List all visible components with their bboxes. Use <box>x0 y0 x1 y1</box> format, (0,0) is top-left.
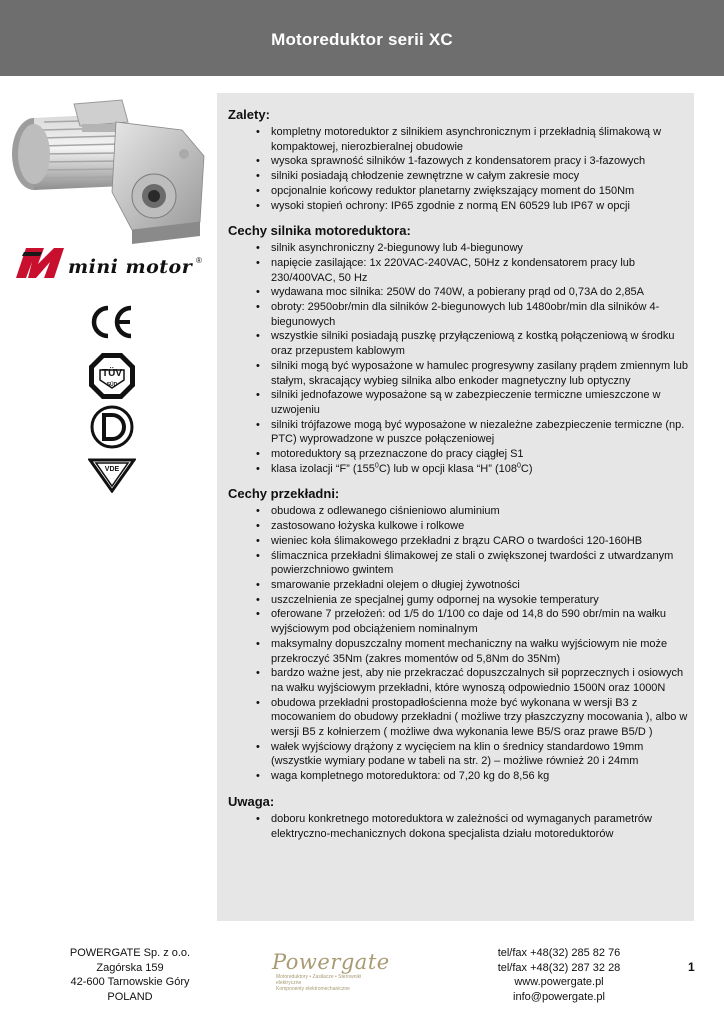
vde-mark <box>88 457 136 493</box>
list-item-insulation <box>228 462 688 477</box>
list-item: • wszystkie silniki posiadają puszkę przyłączeniową z kostką połączeniową w środku oraz przepustem kablowym <box>228 329 688 358</box>
page-number: 1 <box>688 960 695 974</box>
list-item: • wydawana moc silnika: 250W do 740W, a pobierany prąd od 0,73A do 2,85A <box>228 285 688 300</box>
list-item: • wysoki stopień ochrony: IP65 zgodnie z normą EN 60529 lub IP67 w opcji <box>228 199 688 214</box>
list-item: • obudowa przekładni prostopadłościenna może być wykonana w wersji B3 z mocowaniem do obudowy przekładni ( możliwe trzy płaszczyzny mocowania ), albo w wersji B5 z kołnierzem ( możliwe dwa wykonania lewe B5/S oraz prawe B5/D ) <box>228 696 688 740</box>
list-item: • uszczelnienia ze specjalnej gumy odpornej na wysokie temperatury <box>228 593 688 608</box>
list-item: • motoreduktory są przeznaczone do pracy ciągłej S1 <box>228 447 688 462</box>
list-uwaga <box>228 812 688 841</box>
company-name: POWERGATE Sp. z o.o. <box>69 947 191 959</box>
vde-triangle-icon <box>88 457 136 493</box>
brand-logo-text: mini motor <box>68 256 193 278</box>
brand-logo-mark <box>14 244 66 280</box>
list-item: • bardzo ważne jest, aby nie przekraczać dopuszczalnych sił poprzecznych i osiowych na wałku wyjściowym przekładni, które wynoszą odpowiednio 1500N oraz 1000N <box>228 666 688 695</box>
list-item: • doboru konkretnego motoreduktora w zależności od wymaganych parametrów elektryczno-mechanicznych dokona specjalista działu motoreduktorów <box>228 812 688 841</box>
contact-phone-1: tel/fax +48(32) 285 82 76 <box>497 947 621 959</box>
list-item: • silniki posiadają chłodzenie zewnętrzne w całym zakresie mocy <box>228 169 688 184</box>
list-item: • wysoka sprawność silników 1-fazowych z kondensatorem pracy i 3-fazowych <box>228 154 688 169</box>
powergate-logo-tagline: Motoreduktory • Zasilacze • Sterowniki elektryczne <box>276 974 362 986</box>
insulation-suffix: C) <box>520 462 533 475</box>
powergate-logo <box>272 950 390 992</box>
list-item: • silniki trójfazowe mogą być wyposażone w niezależne zabezpieczenie termiczne (np. PTC) wyprowadzone w puszce połączeniowej <box>228 418 688 447</box>
list-item: • oferowane 7 przełożeń: od 1/5 do 1/100 co daje od 14,8 do 590 obr/min na wałku wyjściowym pod obciążeniem nominalnym <box>228 607 688 636</box>
section-title-cechy-przekladni: Cechy przekładni: <box>228 486 340 502</box>
insulation-degree: 0 <box>374 462 379 470</box>
product-image <box>4 96 214 246</box>
list-item: • wieniec koła ślimakowego przekładni z brązu CARO o twardości 120-160HB <box>228 534 688 549</box>
section-title-cechy-silnika: Cechy silnika motoreduktora: <box>228 223 411 239</box>
powergate-logo-name: Powergate <box>272 950 390 974</box>
left-column <box>0 76 215 926</box>
list-zalety <box>228 125 688 213</box>
registered-mark: ® <box>196 256 202 265</box>
vde-text: VDE <box>104 466 120 473</box>
list-item: • silniki jednofazowe wyposażone są w zabezpieczenie termiczne umieszczone w uzwojeniu <box>228 388 688 417</box>
powergate-logo-tagline-2: Komponenty elektromechaniczne <box>276 986 350 992</box>
company-country: POLAND <box>107 990 153 1003</box>
tuv-bottom-text: SÜD <box>106 382 118 388</box>
list-item: • kompletny motoreduktor z silnikiem asynchronicznym i przekładnią ślimakową w kompaktowej, nierozbieralnej obudowie <box>228 125 688 154</box>
tuv-top-text: TÜV <box>102 368 122 379</box>
content <box>228 107 688 841</box>
page-title: Motoreduktor serii XC <box>271 30 453 49</box>
list-item: • smarowanie przekładni olejem o długiej żywotności <box>228 578 688 593</box>
section-title-uwaga: Uwaga: <box>228 793 275 809</box>
ce-mark-icon <box>87 305 135 339</box>
brand-logo <box>14 244 214 284</box>
contact-phone-2: tel/fax +48(32) 287 32 28 <box>497 961 621 974</box>
footer-company-address <box>50 946 210 1004</box>
list-item: • silnik asynchroniczny 2-biegunowy lub 4-biegunowy <box>228 241 688 256</box>
list-item: • waga kompletnego motoreduktora: od 7,20 kg do 8,56 kg <box>228 769 688 784</box>
list-item: • obroty: 2950obr/min dla silników 2-biegunowych lub 1480obr/min dla silników 4-biegunowych <box>228 300 688 329</box>
contact-email[interactable]: info@powergate.pl <box>513 990 605 1003</box>
d-mark-icon <box>90 405 134 449</box>
list-item: • obudowa z odlewanego ciśnieniowo aluminium <box>228 504 688 519</box>
list-item: • silniki mogą być wyposażone w hamulec progresywny zasilany prądem zmiennym lub stałym, skracający wybieg silnika albo enkoder magnetyczny lub optyczny <box>228 359 688 388</box>
list-item: • ślimacznica przekładni ślimakowej ze stali o zwiększonej twardości z utwardzanym powierzchniowo gwintem <box>228 549 688 578</box>
list-item: • napięcie zasilające: 1x 220VAC-240VAC, 50Hz z kondensatorem pracy lub 230/400VAC, 50 Hz <box>228 256 688 285</box>
list-item: • maksymalny dopuszczalny moment mechaniczny na wałku wyjściowym nie może przekroczyć 35Nm (zakres momentów od 5,8Nm do 35Nm) <box>228 637 688 666</box>
section-title-zalety: Zalety: <box>228 107 270 122</box>
list-cechy-przekladni <box>228 504 688 783</box>
company-city: 42-600 Tarnowskie Góry <box>70 976 190 988</box>
list-cechy-silnika <box>228 241 688 476</box>
insulation-mid: C) lub w opcji klasa “H” (108 <box>378 462 517 475</box>
company-street: Zagórska 159 <box>96 961 164 974</box>
tuv-sud-mark <box>88 352 136 400</box>
content-panel <box>217 93 694 921</box>
contact-website[interactable]: www.powergate.pl <box>514 976 604 988</box>
list-item: • wałek wyjściowy drążony z wycięciem na klin o średnicy standardowo 19mm (wszystkie wymiary podane w tabeli na str. 2) – możliwe również 20 i 24mm <box>228 740 688 769</box>
list-item: • zastosowano łożyska kulkowe i rolkowe <box>228 519 688 534</box>
insulation-prefix: klasa izolacji “F” (155 <box>271 462 375 475</box>
list-item: • opcjonalnie końcowy reduktor planetarny zwiększający moment do 150Nm <box>228 184 688 199</box>
page-header <box>0 0 724 76</box>
insulation-degree: 0 <box>516 462 521 470</box>
footer-contact <box>474 946 644 1004</box>
